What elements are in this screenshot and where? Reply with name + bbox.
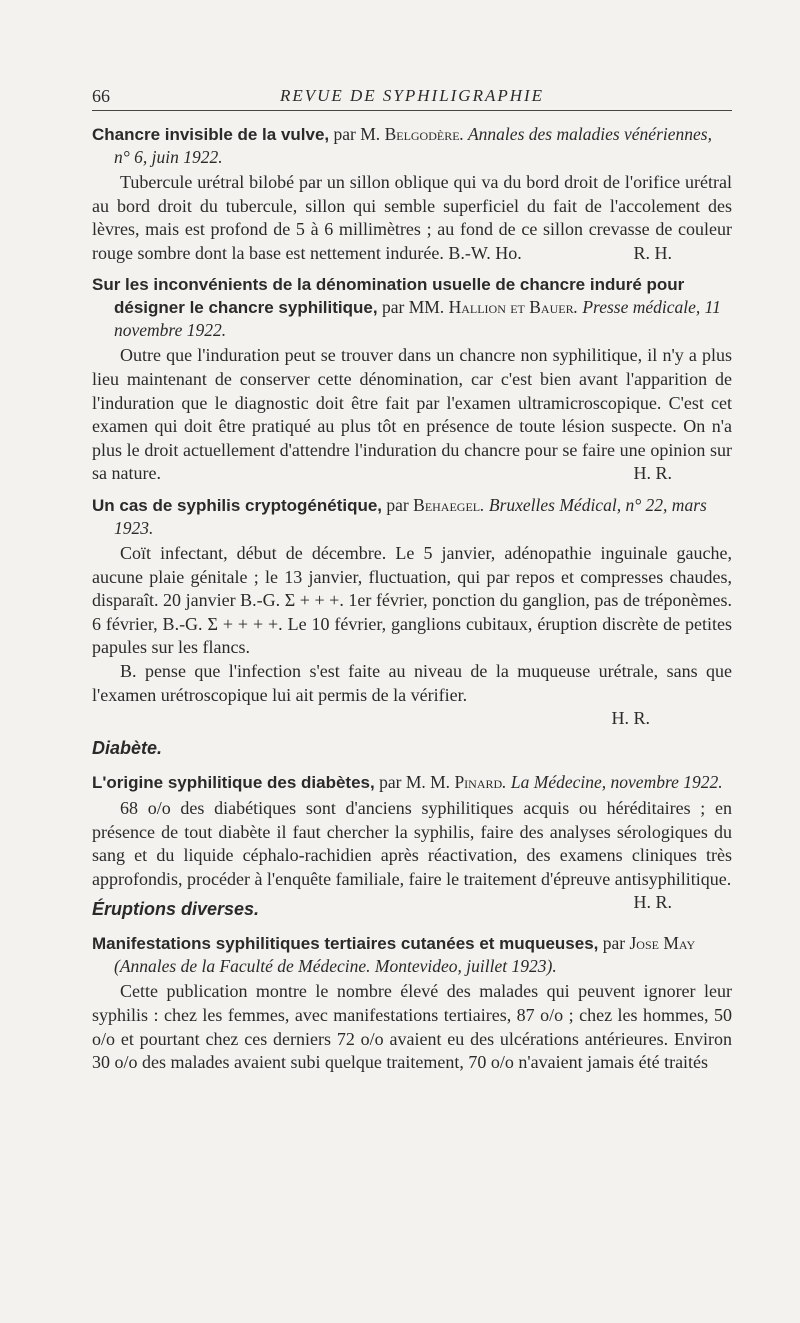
- entry-heading: [92, 123, 732, 168]
- entry-body-text: Outre que l'induration peut se trouver dans un chancre non syphilitique, il n'y a plus lieu maintenant de conserver cette dénomination, car c'est bien avant l'apparition de l'induration que le diagnostic doit être fait par l'examen ultramicroscopique. C'est cet examen qui doit être pratiqué au plus tôt en présence de toute lésion suspecte. On n'a plus le droit actuellement d'attendre l'induration du chancre pour se faire une opinion sur sa nature.: [92, 345, 732, 484]
- entry-body: Coït infectant, début de décembre. Le 5 janvier, adénopathie inguinale gauche, aucune plaie génitale ; le 13 janvier, fluctuation, qui par repos et compresses chaudes, disparaît. 20 janvier B.-G. Σ + + +. 1er février, ponction du ganglion, pas de tréponèmes. 6 février, B.-G. Σ + + + +. Le 10 février, ganglions cubitaux, éruption discrète de petites papules sur les flancs.: [92, 542, 732, 658]
- entry-body-text: Tubercule urétral bilobé par un sillon oblique qui va du bord droit de l'orifice urétral au bord droit du tubercule, sillon qui semble superficiel du fait de l'accolement des lèvres, mais est profond de 5 à 6 millimètres ; au fond de ce sillon crevasse de couleur rouge sombre dont la base est nettement indurée. B.-W. Ho.: [92, 172, 732, 263]
- entry-author: Hallion et Bauer: [448, 297, 574, 318]
- entry-signature: H. R.: [633, 892, 672, 913]
- entry-author: Belgodère: [384, 124, 460, 144]
- entry-signature: R. H.: [633, 242, 672, 263]
- entry-source: (Annales de la Faculté de Médecine. Montevideo, juillet 1923).: [114, 956, 557, 977]
- running-title: REVUE DE SYPHILIGRAPHIE: [279, 86, 545, 105]
- abstract-entry: [92, 123, 732, 265]
- entry-body: Cette publication montre le nombre élevé des malades qui peuvent ignorer leur syphilis : chez les femmes, avec manifestations tertiaires, 87 o/o ; chez les hommes, 50 o/o et pourtant chez ces derniers 72 o/o avaient eu des ulcérations antérieures. Environ 30 o/o des malades avaient subi quelque traitement, 70 o/o n'avaient jamais été traités: [92, 981, 732, 1073]
- entry-by: par M. M.: [374, 772, 455, 793]
- entry-title: Un cas de syphilis cryptogénétique,: [92, 495, 383, 515]
- entry-source: . Annales des maladies vénériennes, n° 6, juin 1922.: [114, 124, 712, 167]
- entry-by: par: [382, 494, 414, 515]
- journal-page: [92, 80, 732, 1083]
- entry-by: par M.: [329, 124, 385, 144]
- entry-heading: [92, 932, 732, 977]
- entry-title: L'origine syphilitique des diabètes,: [92, 773, 375, 793]
- entry-heading: [92, 494, 732, 539]
- section-heading-eruptions: Éruptions diverses.: [92, 899, 260, 920]
- entry-by: par MM.: [377, 297, 449, 318]
- page-number: 66: [92, 86, 110, 106]
- entry-source: . Bruxelles Médical, n° 22, mars 1923.: [114, 494, 707, 538]
- entry-title: Sur les inconvénients de la dénomination usuelle de chancre induré pour désigner le chancre syphilitique,: [92, 275, 685, 318]
- entry-title: Manifestations syphilitiques tertiaires cutanées et muqueuses,: [92, 934, 599, 954]
- entry-heading: [92, 273, 732, 341]
- entry-body-continued: B. pense que l'infection s'est faite au niveau de la muqueuse urétrale, sans que l'examen urétroscopique lui ait permis de la vérifier.: [92, 660, 732, 705]
- entry-body: [92, 171, 732, 265]
- section-heading-diabete: Diabète.: [92, 738, 163, 759]
- entry-author: Jose May: [629, 933, 696, 954]
- entry-signature: H. R.: [633, 463, 672, 484]
- entry-heading: [92, 771, 732, 794]
- entry-source: . Presse médicale, 11 novembre 1922.: [114, 297, 721, 341]
- entry-body-text: 68 o/o des diabétiques sont d'anciens syphilitiques acquis ou héréditaires ; en présence de tout diabète il faut chercher la syphilis, faire des analyses sérologiques du sang et du liquide céphalo-rachidien après réactivation, des examens cliniques très approfondis, procéder à l'enquête familiale, faire le traitement d'épreuve antisyphilitique.: [92, 798, 732, 889]
- entry-author: Pinard: [454, 772, 503, 793]
- entry-title: Chancre invisible de la vulve,: [92, 125, 330, 144]
- abstract-entry: [92, 494, 732, 730]
- abstract-entry: [92, 273, 732, 486]
- entry-signature: H. R.: [611, 708, 650, 729]
- entry-source: . La Médecine, novembre 1922.: [502, 772, 723, 793]
- abstract-entry: [92, 932, 732, 1074]
- page-header: [92, 80, 732, 111]
- entry-by: par: [598, 933, 630, 954]
- entry-author: Behaegel: [413, 494, 481, 515]
- entry-body: [92, 344, 732, 486]
